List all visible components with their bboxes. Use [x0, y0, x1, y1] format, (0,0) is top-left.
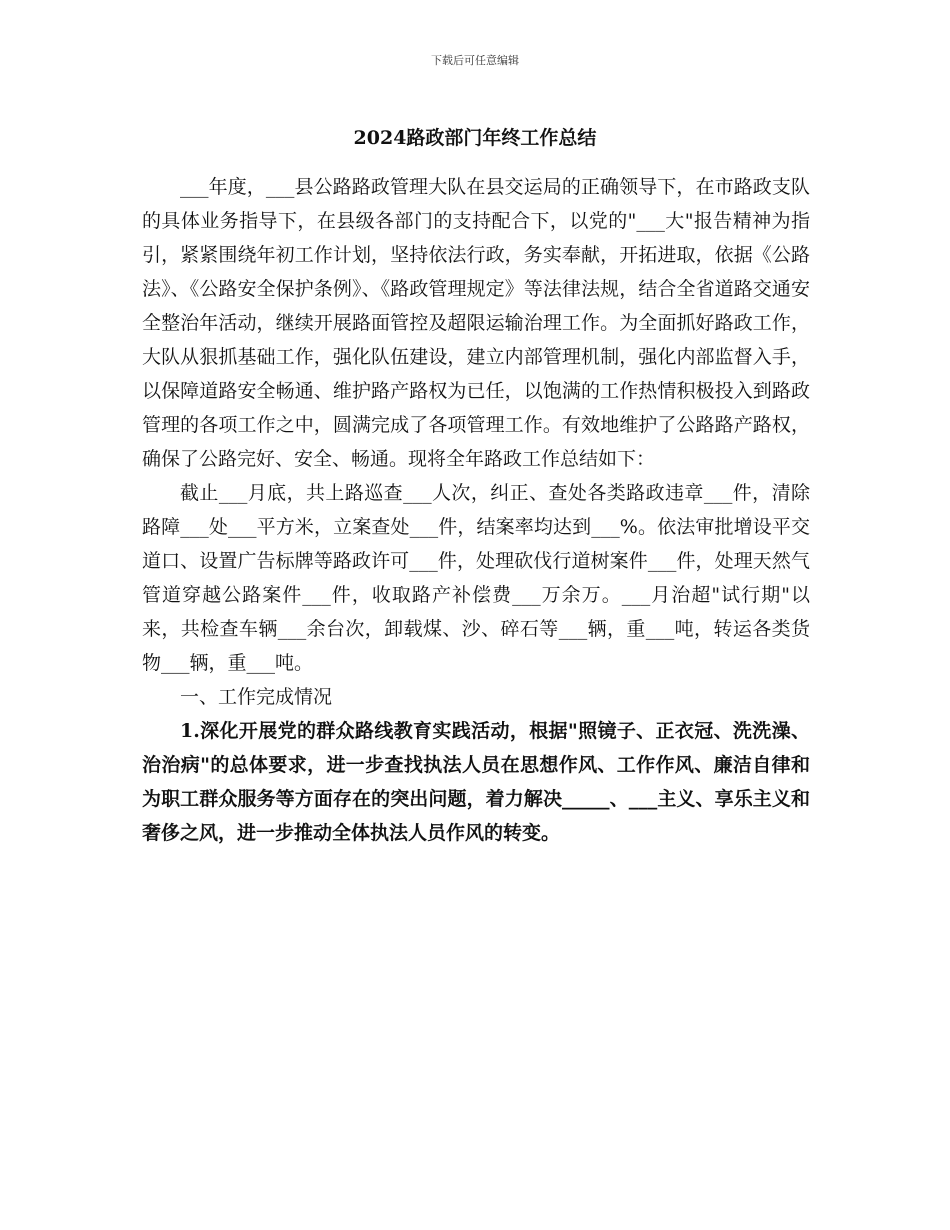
intro-paragraph: ___年度，___县公路路政管理大队在县交运局的正确领导下，在市路政支队的具体业务指导下，在县级各部门的支持配合下，以党的"___大"报告精神为指引，紧紧围绕年初工作计划，坚持依法行政，务实奉献，开拓进取，依据《公路法》、《公路安全保护条例》、《路政管理规定》等法律法规，结合全省道路交通安全整治年活动，继续开展路面管控及超限运输治理工作。为全面抓好路政工作，大队从狠抓基础工作，强化队伍建设，建立内部管理机制，强化内部监督入手，以保障道路安全畅通、维护路产路权为已任，以饱满的工作热情积极投入到路政管理的各项工作之中，圆满完成了各项管理工作。有效地维护了公路路产路权，确保了公路完好、安全、畅通。现将全年路政工作总结如下：: [142, 176, 810, 470]
statistics-paragraph: 截止___月底，共上路巡查___人次，纠正、查处各类路政违章___件，清除路障___处___平方米，立案查处___件，结案率均达到___%。依法审批增设平交道口、设置广告标牌等路政许可___件，处理砍伐行道树案件___件，处理天然气管道穿越公路案件___件，收取路产补偿费___万余万。___月治超"试行期"以来，共检查车辆___余台次，卸载煤、沙、碎石等___辆，重___吨，转运各类货物___辆，重___吨。: [142, 482, 810, 674]
item-1-paragraph: 1.深化开展党的群众路线教育实践活动，根据"照镜子、正衣冠、洗洗澡、治治病"的总体要求，进一步查找执法人员在思想作风、工作作风、廉洁自律和为职工群众服务等方面存在的突出问题，着力解决_____、___主义、享乐主义和奢侈之风，进一步推动全体执法人员作风的转变。: [142, 720, 810, 844]
page-header-note: 下载后可任意编辑: [431, 54, 519, 67]
document-title: 2024路政部门年终工作总结: [353, 127, 597, 149]
section-heading: 一、工作完成情况: [180, 686, 333, 708]
document-body: [142, 170, 810, 850]
